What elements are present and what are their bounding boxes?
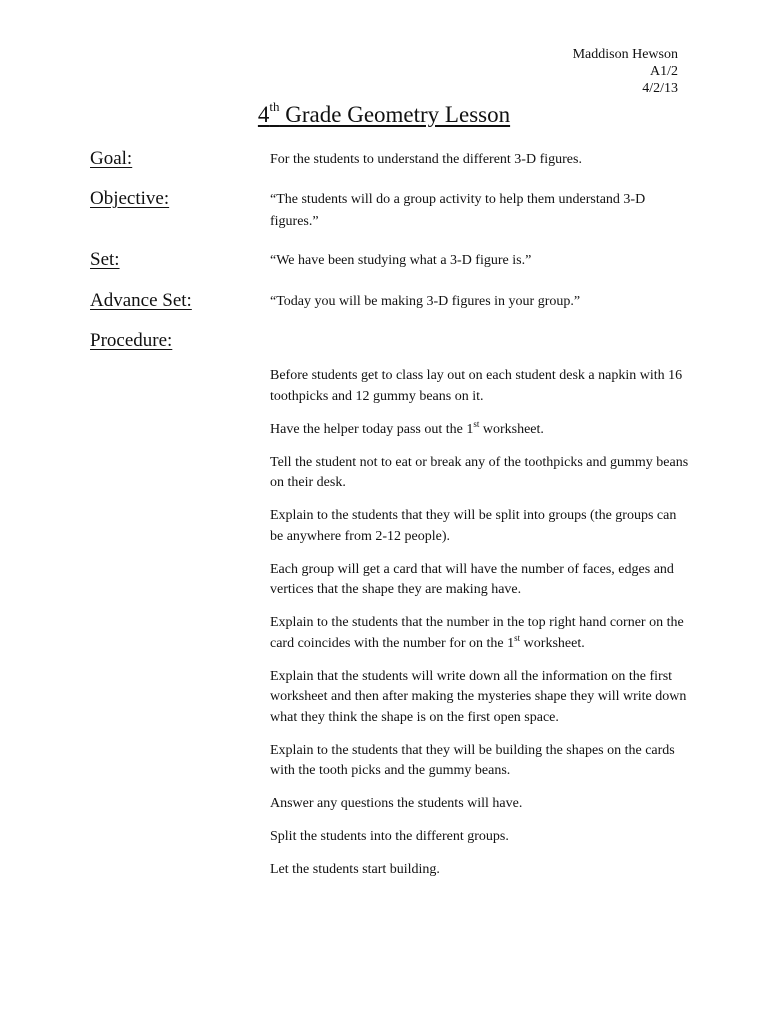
procedure-step: Before students get to class lay out on each student desk a napkin with 16 toothpicks and 12 gummy beans on it. bbox=[270, 368, 683, 404]
objective-label: Objective: bbox=[90, 188, 170, 209]
author-name: Maddison Hewson bbox=[572, 47, 678, 62]
procedure-step: Let the students start building. bbox=[270, 862, 440, 877]
procedure-step: Explain to the students that the number in the top right hand corner on the card coincides with the number for on the 1st worksheet. bbox=[270, 615, 684, 651]
procedure-step: Split the students into the different groups. bbox=[270, 829, 509, 844]
procedure-steps bbox=[270, 366, 690, 893]
advance-set-label: Advance Set: bbox=[90, 290, 192, 311]
title-grade-suffix: th bbox=[269, 99, 280, 114]
class-section: A1/2 bbox=[650, 64, 678, 79]
header-info bbox=[573, 46, 678, 97]
procedure-step: Explain to the students that they will be split into groups (the groups can be anywhere from 2-12 people). bbox=[270, 508, 677, 544]
page-title bbox=[0, 100, 768, 130]
procedure-step: Tell the student not to eat or break any of the toothpicks and gummy beans on their desk. bbox=[270, 454, 689, 490]
procedure-label: Procedure: bbox=[90, 330, 173, 351]
goal-value: For the students to understand the different 3-D figures. bbox=[270, 152, 582, 167]
procedure-step: Explain that the students will write down all the information on the first worksheet and then after making the mysteries shape they will write down what they think the shape is on the first open space. bbox=[270, 668, 687, 725]
title-text: Grade Geometry Lesson bbox=[279, 102, 511, 127]
procedure-step: Explain to the students that they will be building the shapes on the cards with the tooth picks and the gummy beans. bbox=[270, 742, 675, 778]
title-grade-number: 4 bbox=[257, 102, 270, 127]
lesson-date: 4/2/13 bbox=[642, 81, 678, 96]
advance-set-value: “Today you will be making 3-D figures in your group.” bbox=[270, 294, 581, 309]
procedure-step: Each group will get a card that will have the number of faces, edges and vertices that the shape they are making have. bbox=[270, 561, 674, 597]
objective-value: “The students will do a group activity to help them understand 3-D figures.” bbox=[270, 192, 646, 229]
procedure-step: Answer any questions the students will have. bbox=[270, 796, 523, 811]
set-value: “We have been studying what a 3-D figure is.” bbox=[270, 253, 532, 268]
procedure-step: Have the helper today pass out the 1st worksheet. bbox=[270, 418, 544, 437]
set-label: Set: bbox=[90, 249, 120, 270]
goal-label: Goal: bbox=[90, 148, 133, 169]
